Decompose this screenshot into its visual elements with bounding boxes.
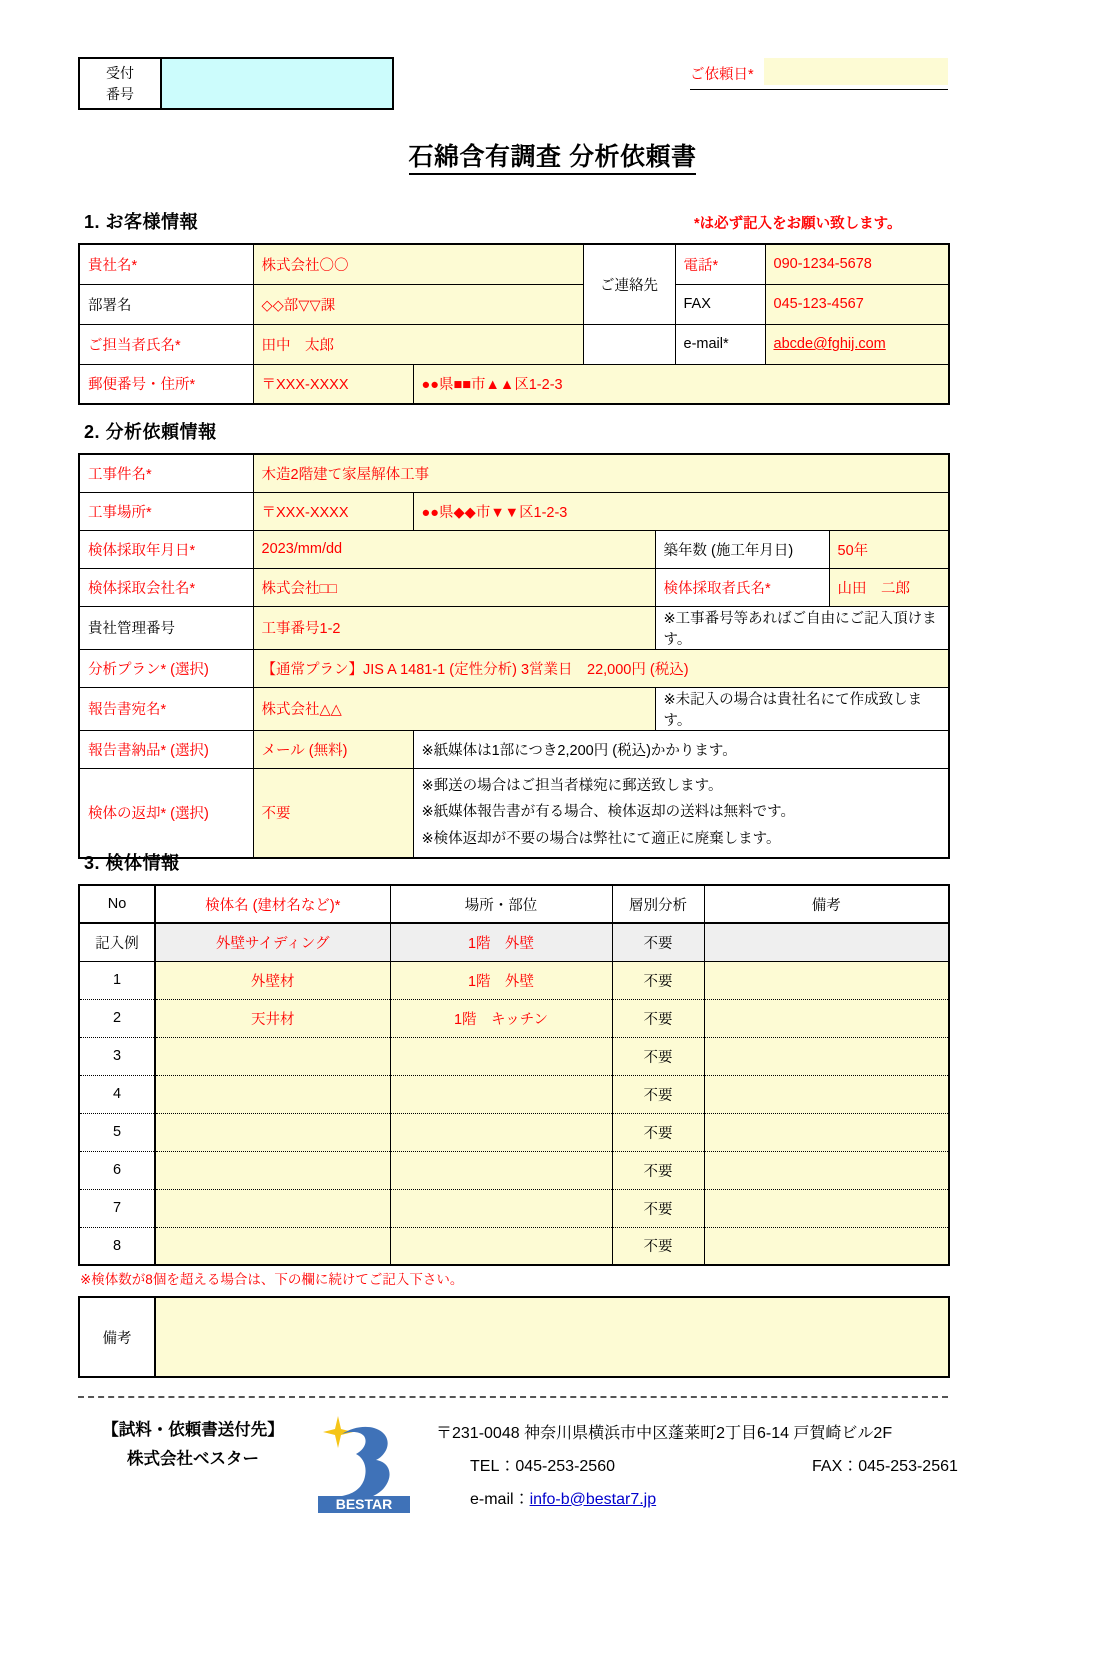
send-to-label: 【試料・依頼書送付先】 [102, 1421, 284, 1439]
sampling-date-value[interactable]: 2023/mm/dd [253, 530, 655, 568]
receipt-number-input[interactable] [162, 59, 392, 108]
sampler-name-value[interactable]: 山田 二郎 [829, 568, 949, 606]
sample-no: 8 [79, 1227, 155, 1265]
email-value[interactable] [765, 324, 949, 364]
fax-value[interactable]: 045-123-4567 [765, 284, 949, 324]
department-label: 部署名 [79, 284, 253, 324]
table-row [79, 1037, 949, 1075]
sample-name[interactable] [155, 1189, 390, 1227]
sample-location[interactable] [390, 1075, 612, 1113]
column-header-no: No [79, 885, 155, 923]
request-date-field [690, 58, 948, 90]
sample-return-note-1: ※郵送の場合はご担当者様宛に郵送致します。 [421, 777, 723, 794]
sample-info-table [78, 884, 950, 1266]
management-number-value[interactable]: 工事番号1-2 [253, 606, 655, 649]
logo-b-glyph [342, 1427, 390, 1499]
footer-tel-value: 045-253-2560 [515, 1457, 615, 1475]
email-label: e-mail* [675, 324, 765, 364]
sample-location: 1階 外壁 [390, 923, 612, 961]
sampling-company-value[interactable]: 株式会社□□ [253, 568, 655, 606]
section-1-heading: 1. お客様情報 [84, 212, 199, 232]
request-date-label: ご依頼日* [690, 67, 754, 83]
remarks-table [78, 1296, 950, 1378]
report-addressee-label: 報告書宛名* [79, 687, 253, 730]
project-name-label: 工事件名* [79, 454, 253, 492]
sample-name[interactable] [155, 1113, 390, 1151]
sample-location[interactable] [390, 1037, 612, 1075]
table-row [79, 364, 949, 404]
sample-layer-analysis[interactable]: 不要 [612, 961, 704, 999]
fax-label: FAX [675, 284, 765, 324]
page-title-text: 石綿含有調査 分析依頼書 [409, 143, 697, 175]
request-date-input[interactable] [764, 58, 948, 85]
footer-phone-row [436, 1451, 978, 1484]
contact-person-label: ご担当者氏名* [79, 324, 253, 364]
receipt-label-line2: 番号 [106, 85, 134, 102]
table-row [79, 1189, 949, 1227]
sample-return-note-2: ※紙媒体報告書が有る場合、検体返却の送料は無料です。 [421, 804, 795, 821]
sample-return-note-3: ※検体返却が不要の場合は弊社にて適正に廃棄します。 [421, 831, 781, 848]
email-link[interactable]: abcde@fghij.com [773, 336, 886, 352]
page-title [0, 137, 1105, 173]
section-2-heading: 2. 分析依頼情報 [84, 422, 217, 442]
sample-remarks[interactable] [704, 1037, 949, 1075]
bestar-logo [308, 1410, 418, 1515]
sample-layer-analysis[interactable]: 不要 [612, 999, 704, 1037]
footer-fax-value: 045-253-2561 [858, 1457, 958, 1475]
site-location-label: 工事場所* [79, 492, 253, 530]
project-name-value[interactable]: 木造2階建て家屋解体工事 [253, 454, 949, 492]
sample-remarks[interactable] [704, 1113, 949, 1151]
table-row [79, 1227, 949, 1265]
analysis-plan-label: 分析プラン* (選択) [79, 649, 253, 687]
analysis-request-table [78, 453, 950, 859]
sample-layer-analysis[interactable]: 不要 [612, 1113, 704, 1151]
report-delivery-note: ※紙媒体は1部につき2,200円 (税込)かかります。 [413, 730, 949, 768]
sample-return-notes [413, 768, 949, 858]
table-row [79, 530, 949, 568]
tel-value[interactable]: 090-1234-5678 [765, 244, 949, 284]
footer-fax-label: FAX： [812, 1457, 859, 1475]
receipt-number-box [78, 57, 394, 110]
table-row [79, 606, 949, 649]
sample-remarks[interactable] [704, 1189, 949, 1227]
footer-company-name: 株式会社ベスター [127, 1449, 259, 1468]
sample-overflow-note: ※検体数が8個を超える場合は、下の欄に続けてご記入下さい。 [80, 1272, 464, 1287]
table-row [79, 284, 949, 324]
sample-location[interactable]: 1階 キッチン [390, 999, 612, 1037]
sample-remarks[interactable] [704, 1075, 949, 1113]
table-row [79, 730, 949, 768]
sample-layer-analysis[interactable]: 不要 [612, 1075, 704, 1113]
column-header-remarks: 備考 [704, 885, 949, 923]
sampling-company-label: 検体採取会社名* [79, 568, 253, 606]
bestar-logo-icon [308, 1410, 418, 1515]
sample-remarks[interactable] [704, 1227, 949, 1265]
sample-layer-analysis: 不要 [612, 923, 704, 961]
table-row [79, 492, 949, 530]
sample-no: 2 [79, 999, 155, 1037]
footer-tel-label: TEL： [470, 1457, 516, 1475]
sample-remarks[interactable] [704, 1151, 949, 1189]
site-address-value[interactable]: ●●県◆◆市▼▼区1-2-3 [413, 492, 949, 530]
required-fields-note: *は必ず記入をお願い致します。 [694, 216, 902, 232]
contact-spacer-cell [583, 324, 675, 364]
sample-name[interactable]: 天井材 [155, 999, 390, 1037]
customer-info-table [78, 243, 950, 405]
receipt-label-line1: 受付 [106, 65, 134, 82]
report-addressee-value[interactable]: 株式会社△△ [253, 687, 655, 730]
table-row [79, 649, 949, 687]
sample-layer-analysis[interactable]: 不要 [612, 1227, 704, 1265]
footer-contact [418, 1408, 978, 1516]
column-header-layer-analysis: 層別分析 [612, 885, 704, 923]
site-postal-value[interactable]: 〒XXX-XXXX [253, 492, 413, 530]
sample-remarks[interactable] [704, 961, 949, 999]
table-row [79, 1151, 949, 1189]
table-row [79, 1297, 949, 1377]
postal-address-label: 郵便番号・住所* [79, 364, 253, 404]
sample-layer-analysis[interactable]: 不要 [612, 1037, 704, 1075]
section-3-heading: 3. 検体情報 [84, 853, 180, 873]
sample-name[interactable] [155, 1075, 390, 1113]
report-delivery-label: 報告書納品* (選択) [79, 730, 253, 768]
column-header-sample-name: 検体名 (建材名など)* [155, 885, 390, 923]
sample-no: 5 [79, 1113, 155, 1151]
sample-no: 3 [79, 1037, 155, 1075]
sampling-date-label: 検体採取年月日* [79, 530, 253, 568]
sample-location[interactable] [390, 1189, 612, 1227]
management-number-note: ※工事番号等あればご自由にご記入頂けます。 [655, 606, 949, 649]
sample-return-value[interactable]: 不要 [253, 768, 413, 858]
analysis-plan-value[interactable]: 【通常プラン】JIS A 1481-1 (定性分析) 3営業日 22,000円 (税込) [253, 649, 949, 687]
footer-tel [470, 1451, 720, 1484]
sample-remarks[interactable] [704, 999, 949, 1037]
sample-location[interactable]: 1階 外壁 [390, 961, 612, 999]
table-row [79, 687, 949, 730]
postal-code-value[interactable]: 〒XXX-XXXX [253, 364, 413, 404]
footer-address: 〒231-0048 神奈川県横浜市中区蓬莱町2丁目6-14 戸賀崎ビル2F [436, 1425, 893, 1442]
sample-location[interactable] [390, 1227, 612, 1265]
sample-name: 外壁サイディング [155, 923, 390, 961]
address-value[interactable]: ●●県■■市▲▲区1-2-3 [413, 364, 949, 404]
column-header-location: 場所・部位 [390, 885, 612, 923]
footer-fax [812, 1451, 958, 1484]
table-row [79, 999, 949, 1037]
department-value[interactable]: ◇◇部▽▽課 [253, 284, 583, 324]
footer-email-row [470, 1484, 978, 1517]
sample-name[interactable] [155, 1037, 390, 1075]
building-age-label: 築年数 (施工年月日) [655, 530, 829, 568]
sample-location[interactable] [390, 1113, 612, 1151]
table-header-row [79, 885, 949, 923]
sampler-name-label: 検体採取者氏名* [655, 568, 829, 606]
table-row [79, 324, 949, 364]
sample-layer-analysis[interactable]: 不要 [612, 1151, 704, 1189]
table-row [79, 1075, 949, 1113]
footer-email-label: e-mail： [470, 1490, 530, 1508]
receipt-number-label [80, 59, 162, 108]
sample-name[interactable]: 外壁材 [155, 961, 390, 999]
company-name-label: 貴社名* [79, 244, 253, 284]
sample-no: 1 [79, 961, 155, 999]
report-addressee-note: ※未記入の場合は貴社名にて作成致します。 [655, 687, 949, 730]
footer-send-to [78, 1408, 308, 1474]
sample-remarks [704, 923, 949, 961]
sample-no: 記入例 [79, 923, 155, 961]
footer [78, 1408, 978, 1516]
sample-no: 4 [79, 1075, 155, 1113]
contact-label: ご連絡先 [583, 244, 675, 324]
tel-label: 電話* [675, 244, 765, 284]
contact-person-value[interactable]: 田中 太郎 [253, 324, 583, 364]
remarks-input[interactable] [155, 1297, 949, 1377]
report-delivery-value[interactable]: メール (無料) [253, 730, 413, 768]
management-number-label: 貴社管理番号 [79, 606, 253, 649]
table-row [79, 1113, 949, 1151]
sample-layer-analysis[interactable]: 不要 [612, 1189, 704, 1227]
table-row [79, 568, 949, 606]
table-row [79, 244, 949, 284]
table-row [79, 923, 949, 961]
sample-location[interactable] [390, 1151, 612, 1189]
company-name-value[interactable]: 株式会社〇〇 [253, 244, 583, 284]
footer-email-link[interactable]: info-b@bestar7.jp [529, 1490, 657, 1508]
sample-no: 6 [79, 1151, 155, 1189]
sample-return-label: 検体の返却* (選択) [79, 768, 253, 858]
footer-divider [78, 1396, 948, 1398]
table-row [79, 454, 949, 492]
table-row [79, 961, 949, 999]
sample-name[interactable] [155, 1151, 390, 1189]
table-row [79, 768, 949, 858]
sample-name[interactable] [155, 1227, 390, 1265]
building-age-value[interactable]: 50年 [829, 530, 949, 568]
remarks-label: 備考 [79, 1297, 155, 1377]
logo-wordmark: BESTAR [335, 1496, 393, 1512]
sample-no: 7 [79, 1189, 155, 1227]
